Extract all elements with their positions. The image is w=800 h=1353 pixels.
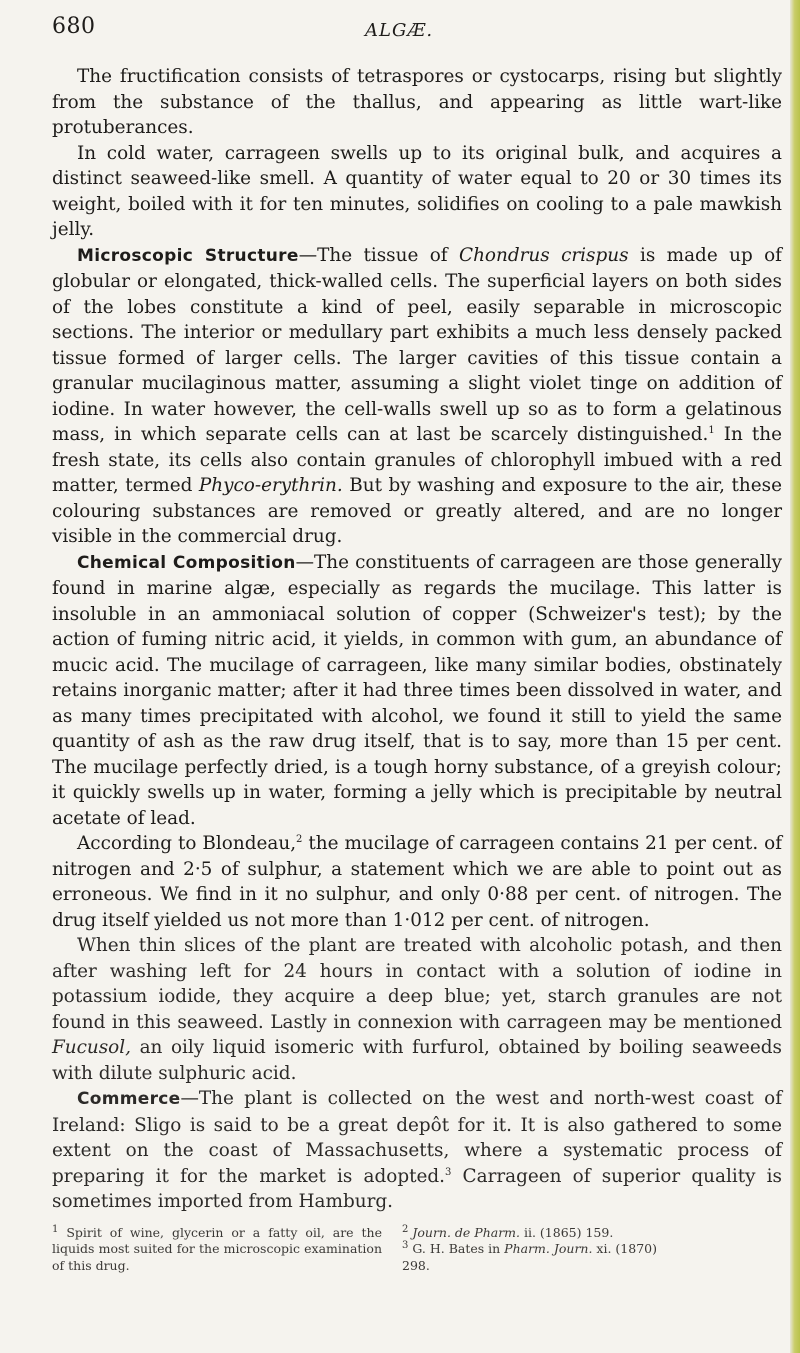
species-name: Chondrus crispus (459, 244, 629, 266)
term-fucusol: Fucusol, (52, 1037, 131, 1058)
footnote-1: $^1$ Spirit of wine, glycerin or a fatty oil, are the liquids most suited for the microscopic examination of this drug. (52, 1223, 382, 1273)
term-phyco-erythrin: Phyco-erythrin. (198, 475, 343, 496)
paragraph-iodine: When thin slices of the plant are treated with alcoholic potash, and then after washing left for 24 hours in contact with a solution of iodine in potassium iodide, they acquire a deep blue; yet, starch granules are not found in this seaweed. Lastly in connexion with carrageen may be mentioned Fucusol, an oily liquid isomeric with furfurol, obtained by boiling seaweeds with dilute sulphuric acid. (52, 935, 782, 1084)
footnotes-right (402, 1225, 782, 1275)
footnote-ref-2: 2 (296, 833, 303, 845)
section-commerce: Commerce—The plant is collected on the west and north-west coast of Ireland: Sligo is said to be a great depôt for it. It is also gathered to some extent on the coast of Massachusetts, where a systematic process of preparing it for the market is adopted.$^3$ Carrageen of superior quality is sometimes imported from Hamburg. (52, 1088, 782, 1212)
page-number: 680 (52, 14, 96, 39)
footnote-ref-3: 3 (444, 1166, 452, 1178)
section-microscopic-structure: Microscopic Structure—The tissue of Chondrus crispus is made up of globular or elongated, thick-walled cells. The superficial layers on both sides of the lobes constitute a kind of peel, easily separable in microscopic sections. The interior or medullary part exhibits a much less densely packed tissue formed of larger cells. The larger cavities of this tissue contain a granular mucilaginous matter, assuming a slight violet tinge on addition of iodine. In water however, the cell-walls swell up so as to form a gelatinous mass, in which separate cells can at last be scarcely distinguished.$^1$ In the fresh state, its cells also contain granules of chlorophyll imbued with a red matter, termed Phyco-erythrin. But by washing and exposure to the air, these colouring substances are removed or greatly altered, and are no longer visible in the commercial drug. (52, 244, 782, 547)
paragraph-cold-water: In cold water, carrageen swells up to its original bulk, and acquires a distinct seaweed-like smell. A quantity of water equal to 20 or 30 times its weight, boiled with it for ten minutes, solidifies on cooling to a pale mawkish jelly. (52, 142, 782, 240)
page-body (52, 64, 782, 1215)
section-heading-chemical: Chemical Composition (77, 552, 296, 573)
running-head: ALGÆ. (365, 20, 434, 41)
section-heading-commerce: Commerce (77, 1089, 181, 1109)
footnote-3-continued: 298. (402, 1257, 430, 1273)
section-heading-microscopic: Microscopic Structure (77, 245, 299, 266)
book-page (52, 14, 782, 1274)
footnote-3: $^3$ G. H. Bates in Pharm. Journ. xi. (1870) (402, 1239, 657, 1256)
section-chemical-composition: Chemical Composition—The constituents of carrageen are those generally found in marine algæ, especially as regards the mucilage. This latter is insoluble in an ammoniacal solution of copper (Schweizer's test); by the action of fuming nitric acid, it yields, in common with gum, an abundance of mucic acid. The mucilage of carrageen, like many similar bodies, obstinately retains inorganic matter; after it had three times been dissolved in water, and as many times precipitated with alcohol, we found it still to yield the same quantity of ash as the raw drug itself, that is to say, more than 15 per cent. The mucilage perfectly dried, is a tough horny substance, of a greyish colour; it quickly swells up in water, forming a jelly which is precipitable by neutral acetate of lead. (52, 551, 783, 829)
page-header (52, 14, 782, 64)
paragraph-fructification: The fructification consists of tetraspores or cystocarps, rising but slightly from the substance of the thallus, and appearing as little wart-like protuberances. (52, 66, 782, 138)
page-edge-binding (790, 0, 800, 1353)
footnote-2: $^2$ Journ. de Pharm. ii. (1865) 159. (402, 1223, 614, 1240)
footnote-ref-1: 1 (708, 424, 715, 436)
footnotes (52, 1225, 782, 1275)
paragraph-blondeau: According to Blondeau,$^2$ the mucilage of carrageen contains 21 per cent. of nitrogen and 2·5 of sulphur, a statement which we are able to point out as erroneous. We find in it no sulphur, and only 0·88 per cent. of nitrogen. The drug itself yielded us not more than 1·012 per cent. of nitrogen. (52, 833, 783, 931)
